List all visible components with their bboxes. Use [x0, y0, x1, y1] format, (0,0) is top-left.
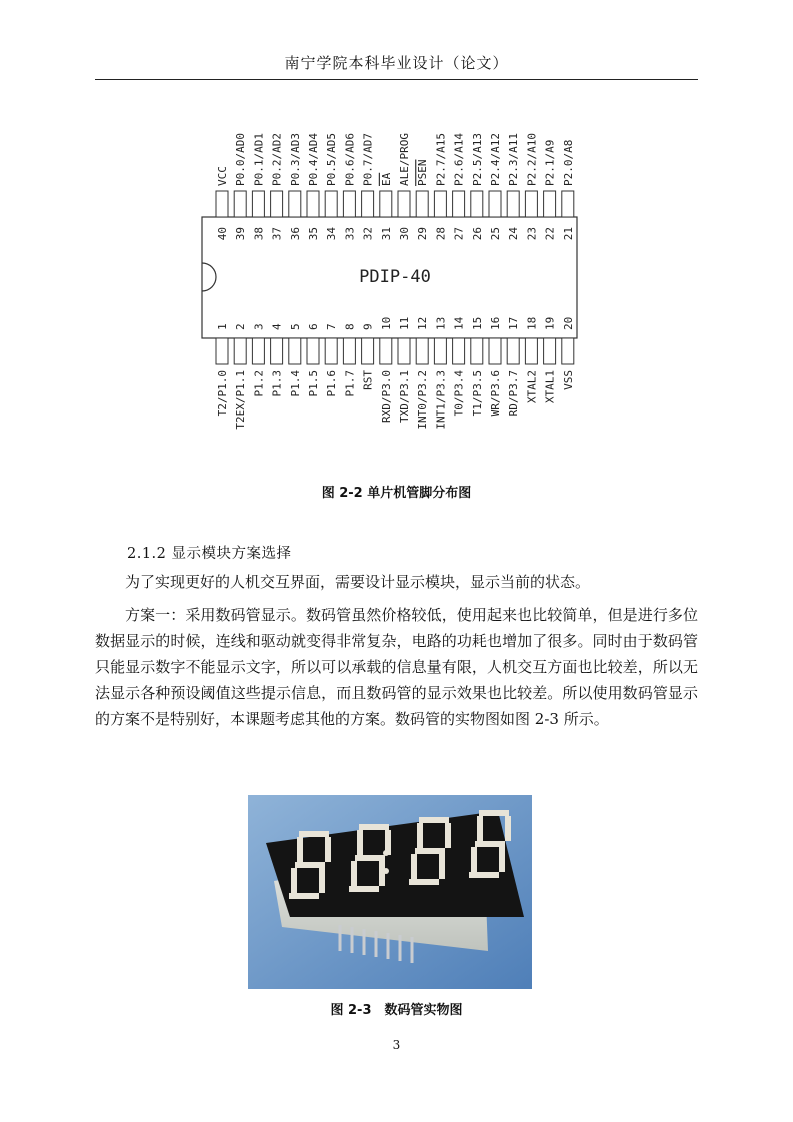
pin-7 — [325, 338, 337, 364]
segment — [349, 886, 379, 892]
pin-9 — [362, 338, 374, 364]
colon-dot — [383, 868, 389, 874]
pin-label: VSS — [561, 370, 575, 390]
pin-label: RD/P3.7 — [507, 370, 521, 417]
pin-number: 18 — [525, 316, 539, 330]
pin-label: P2.1/A9 — [543, 139, 557, 186]
pin-number: 23 — [525, 227, 539, 241]
pin-number: 26 — [470, 227, 484, 241]
pin-number: 12 — [416, 316, 430, 330]
pin-number: 2 — [234, 323, 248, 330]
pin-label: XTAL1 — [543, 370, 557, 404]
pin-number: 29 — [416, 227, 430, 241]
pin-number: 6 — [307, 323, 320, 330]
pin-label: T2EX/P1.1 — [234, 370, 248, 430]
pin-label: P0.2/AD2 — [270, 133, 284, 186]
pin-number: 39 — [234, 227, 248, 241]
segment — [439, 854, 445, 879]
pinout-diagram — [150, 100, 650, 470]
page-number: 3 — [392, 1038, 401, 1052]
pin-31 — [380, 191, 392, 217]
pin-14 — [453, 338, 465, 364]
pin-11 — [398, 338, 410, 364]
pin-label: P2.0/A8 — [561, 139, 575, 186]
pin-label: P1.3 — [270, 370, 284, 397]
pin-1 — [216, 338, 228, 364]
pin-number: 24 — [507, 227, 521, 241]
pin-number: 27 — [452, 227, 466, 241]
pin-number: 16 — [489, 316, 502, 330]
pin-19 — [544, 338, 556, 364]
figure-2-3-caption: 图 2-3 数码管实物图 — [330, 1003, 463, 1018]
pin-number: 22 — [543, 227, 557, 241]
pin-number: 5 — [288, 323, 302, 330]
pin-number: 4 — [270, 323, 284, 330]
segment — [325, 837, 331, 862]
pin-number: 8 — [343, 323, 357, 330]
pin-number: 17 — [507, 316, 521, 330]
segment — [471, 847, 477, 872]
pin-20 — [562, 338, 574, 364]
pin-label: T2/P1.0 — [216, 370, 229, 417]
pin-label: P2.6/A14 — [452, 133, 466, 186]
pin-number: 1 — [216, 323, 229, 330]
pin-number: 36 — [288, 227, 302, 241]
segment — [319, 868, 325, 893]
pin-37 — [271, 191, 283, 217]
pin-number: 38 — [252, 227, 266, 241]
pin-number: 9 — [361, 323, 375, 330]
pin-label: P2.3/A11 — [507, 133, 521, 186]
pin-label: ALE/PROG — [398, 133, 411, 186]
pin-number: 3 — [252, 323, 266, 330]
segment — [379, 861, 385, 886]
pin-label: T0/P3.4 — [452, 370, 466, 417]
pin-label: PSEN — [416, 159, 430, 186]
pin-label: RST — [361, 370, 375, 390]
pin-33 — [343, 191, 355, 217]
pin-32 — [362, 191, 374, 217]
pin-label: P1.4 — [288, 370, 302, 397]
pin-number: 32 — [361, 227, 375, 241]
seven-segment-display-photo — [248, 795, 532, 989]
pin-label: INT1/P3.3 — [434, 370, 448, 430]
segment — [477, 816, 483, 841]
pin-5 — [289, 338, 301, 364]
segment — [469, 872, 499, 878]
segment — [415, 848, 445, 854]
pin-number: 13 — [434, 316, 448, 330]
segment — [409, 879, 439, 885]
pin-number: 40 — [216, 227, 229, 241]
paragraph-1: 为了实现更好的人机交互界面，需要设计显示模块，显示当前的状态。 — [125, 573, 591, 591]
pin-21 — [562, 191, 574, 217]
figure-2-2-caption: 图 2-2 单片机管脚分布图 — [321, 486, 472, 501]
segment — [289, 893, 319, 899]
pin-24 — [507, 191, 519, 217]
pin-number: 10 — [379, 316, 393, 330]
pin-number: 14 — [452, 316, 466, 330]
pin-label: P0.4/AD4 — [307, 133, 320, 186]
pin-label: RXD/P3.0 — [379, 370, 393, 423]
pin-number: 19 — [543, 316, 557, 330]
pin-label: P0.1/AD1 — [252, 133, 266, 186]
pin-26 — [471, 191, 483, 217]
pin-25 — [489, 191, 501, 217]
pin-number: 20 — [561, 316, 575, 330]
segment — [297, 837, 303, 862]
pin-16 — [489, 338, 501, 364]
pin-number: 11 — [398, 316, 411, 330]
pin-34 — [325, 191, 337, 217]
header-rule — [95, 79, 698, 80]
pin-label: P0.0/AD0 — [234, 133, 248, 186]
pin-label: WR/P3.6 — [489, 370, 502, 417]
pin-label: P0.3/AD3 — [288, 133, 302, 186]
pin-30 — [398, 191, 410, 217]
pin-label: EA — [379, 172, 393, 186]
pin-label: P2.2/A10 — [525, 133, 539, 186]
pin-35 — [307, 191, 319, 217]
running-header: 南宁学院本科毕业设计（论文） — [284, 54, 509, 72]
pin-label: INT0/P3.2 — [416, 370, 430, 430]
segment — [419, 817, 449, 823]
segment — [479, 810, 509, 816]
pin-29 — [416, 191, 428, 217]
pin-label: P0.5/AD5 — [325, 133, 339, 186]
pin-3 — [252, 338, 264, 364]
segment — [359, 824, 389, 830]
pin-label: P1.2 — [252, 370, 266, 397]
pin-28 — [434, 191, 446, 217]
pin-label: TXD/P3.1 — [398, 370, 411, 423]
segment — [291, 868, 297, 893]
pin-15 — [471, 338, 483, 364]
pin-label: P0.7/AD7 — [361, 133, 375, 186]
pin-6 — [307, 338, 319, 364]
pin-number: 7 — [325, 323, 339, 330]
pin-18 — [525, 338, 537, 364]
pin-12 — [416, 338, 428, 364]
segment — [411, 854, 417, 879]
pin-label: T1/P3.5 — [470, 370, 484, 417]
pin-number: 35 — [307, 227, 320, 241]
segment — [445, 823, 451, 848]
pin-number: 31 — [379, 227, 393, 241]
pin-number: 21 — [561, 227, 575, 241]
pin-number: 25 — [489, 227, 502, 241]
pin-label: XTAL2 — [525, 370, 539, 404]
pin-2 — [234, 338, 246, 364]
pin-label: P2.4/A12 — [489, 133, 502, 186]
pin-number: 33 — [343, 227, 357, 241]
segment — [295, 862, 325, 868]
pin-label: P1.5 — [307, 370, 320, 397]
segment — [357, 830, 363, 855]
pin-4 — [271, 338, 283, 364]
pin-13 — [434, 338, 446, 364]
pin-label: VCC — [216, 166, 229, 186]
pin-number: 34 — [325, 227, 339, 241]
pin-23 — [525, 191, 537, 217]
pin-40 — [216, 191, 228, 217]
paragraph-2: 方案一：采用数码管显示。数码管虽然价格较低，使用起来也比较简单，但是进行多位数据显示的时候，连线和驱动就变得非常复杂，电路的功耗也增加了很多。同时由于数码管只能显示数字不能显示文字，所以可以承载的信息量有限，人机交互方面也比较差，所以无法显示各种预设阈值这些提示信息，而且数码管的显示效果也比较差。所以使用数码管显示的方案不是特别好，本课题考虑其他的方案。数码管的实物图如图 2-3 所示。 — [95, 606, 698, 728]
pin-22 — [544, 191, 556, 217]
pin-38 — [252, 191, 264, 217]
segment — [505, 816, 511, 841]
pin-number: 30 — [398, 227, 411, 241]
colon-dot — [383, 850, 389, 856]
segment — [475, 841, 505, 847]
pin-label: P1.6 — [325, 370, 339, 397]
segment — [355, 855, 385, 861]
pin-8 — [343, 338, 355, 364]
pin-label: P1.7 — [343, 370, 357, 397]
segment — [417, 823, 423, 848]
segment — [499, 847, 505, 872]
pin-number: 28 — [434, 227, 448, 241]
section-heading: 2.1.2 显示模块方案选择 — [127, 546, 292, 562]
pin-label: P2.5/A13 — [470, 133, 484, 186]
pin-number: 15 — [470, 316, 484, 330]
pin-17 — [507, 338, 519, 364]
pin-10 — [380, 338, 392, 364]
pin-label: P2.7/A15 — [434, 133, 448, 186]
segment — [299, 831, 329, 837]
segment — [351, 861, 357, 886]
pin-39 — [234, 191, 246, 217]
pin-36 — [289, 191, 301, 217]
package-label: PDIP-40 — [359, 267, 431, 287]
pin-27 — [453, 191, 465, 217]
pin-number: 37 — [270, 227, 284, 241]
pin-label: P0.6/AD6 — [343, 133, 357, 186]
